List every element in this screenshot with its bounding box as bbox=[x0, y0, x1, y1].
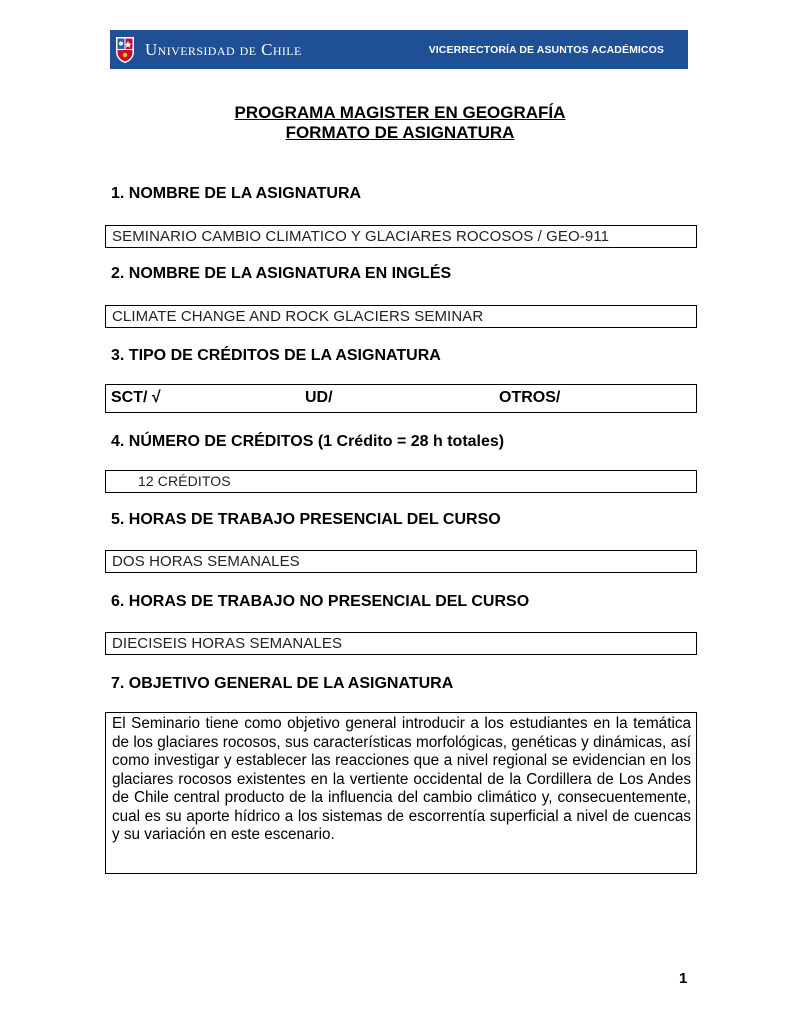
presential-hours-value: DOS HORAS SEMANALES bbox=[112, 553, 300, 570]
section-7-box bbox=[105, 712, 697, 874]
section-4-heading: 4. NÚMERO DE CRÉDITOS (1 Crédito = 28 h totales) bbox=[111, 433, 505, 450]
credits-number-value: 12 CRÉDITOS bbox=[138, 473, 231, 489]
credit-type-otros: OTROS/ bbox=[499, 389, 561, 406]
section-7-heading: 7. OBJETIVO GENERAL DE LA ASIGNATURA bbox=[111, 675, 454, 692]
course-name-english-value: CLIMATE CHANGE AND ROCK GLACIERS SEMINAR bbox=[112, 308, 484, 325]
section-1-box bbox=[105, 225, 697, 248]
section-4-box bbox=[105, 470, 697, 493]
title-line-1: PROGRAMA MAGISTER EN GEOGRAFÍA bbox=[234, 103, 566, 122]
vicerrectoria-label: VICERRECTORÍA DE ASUNTOS ACADÉMICOS bbox=[428, 44, 664, 56]
non-presential-hours-value: DIECISEIS HORAS SEMANALES bbox=[112, 635, 343, 652]
course-name-value: SEMINARIO CAMBIO CLIMATICO Y GLACIARES ROCOSOS / GEO-911 bbox=[112, 228, 610, 245]
section-5-heading: 5. HORAS DE TRABAJO PRESENCIAL DEL CURSO bbox=[111, 511, 501, 528]
section-3-heading: 3. TIPO DE CRÉDITOS DE LA ASIGNATURA bbox=[111, 347, 441, 364]
university-crest-icon bbox=[115, 36, 135, 64]
credit-type-ud: UD/ bbox=[305, 389, 333, 406]
title-line-2: FORMATO DE ASIGNATURA bbox=[285, 123, 515, 142]
header-banner bbox=[110, 30, 688, 69]
section-3-box bbox=[105, 384, 697, 413]
section-2-box bbox=[105, 305, 697, 328]
section-6-heading: 6. HORAS DE TRABAJO NO PRESENCIAL DEL CURSO bbox=[111, 593, 530, 610]
section-5-box bbox=[105, 550, 697, 573]
section-1-heading: 1. NOMBRE DE LA ASIGNATURA bbox=[111, 185, 362, 202]
section-6-box bbox=[105, 632, 697, 655]
credit-type-sct: SCT/ √ bbox=[111, 389, 161, 406]
general-objective-text: El Seminario tiene como objetivo general introducir a los estudiantes en la temática de los glaciares rocosos, sus características morfológicas, genéticas y dinámicas, así como investigar y establecer las reacciones que a nivel regional se evidencian en los glaciares rocosos existentes en la vertiente occidental de la Cordillera de Los Andes de Chile central producto de la influencia del cambio climático y, consecuentemente, cual es su aporte hídrico a los sistemas de escorrentía superficial a nivel de cuencas y su variación en este escenario. bbox=[112, 715, 691, 843]
page-number: 1 bbox=[679, 970, 688, 987]
section-2-heading: 2. NOMBRE DE LA ASIGNATURA EN INGLÉS bbox=[111, 265, 452, 282]
university-name: Universidad de Chile bbox=[145, 39, 302, 59]
document-title bbox=[0, 103, 800, 143]
